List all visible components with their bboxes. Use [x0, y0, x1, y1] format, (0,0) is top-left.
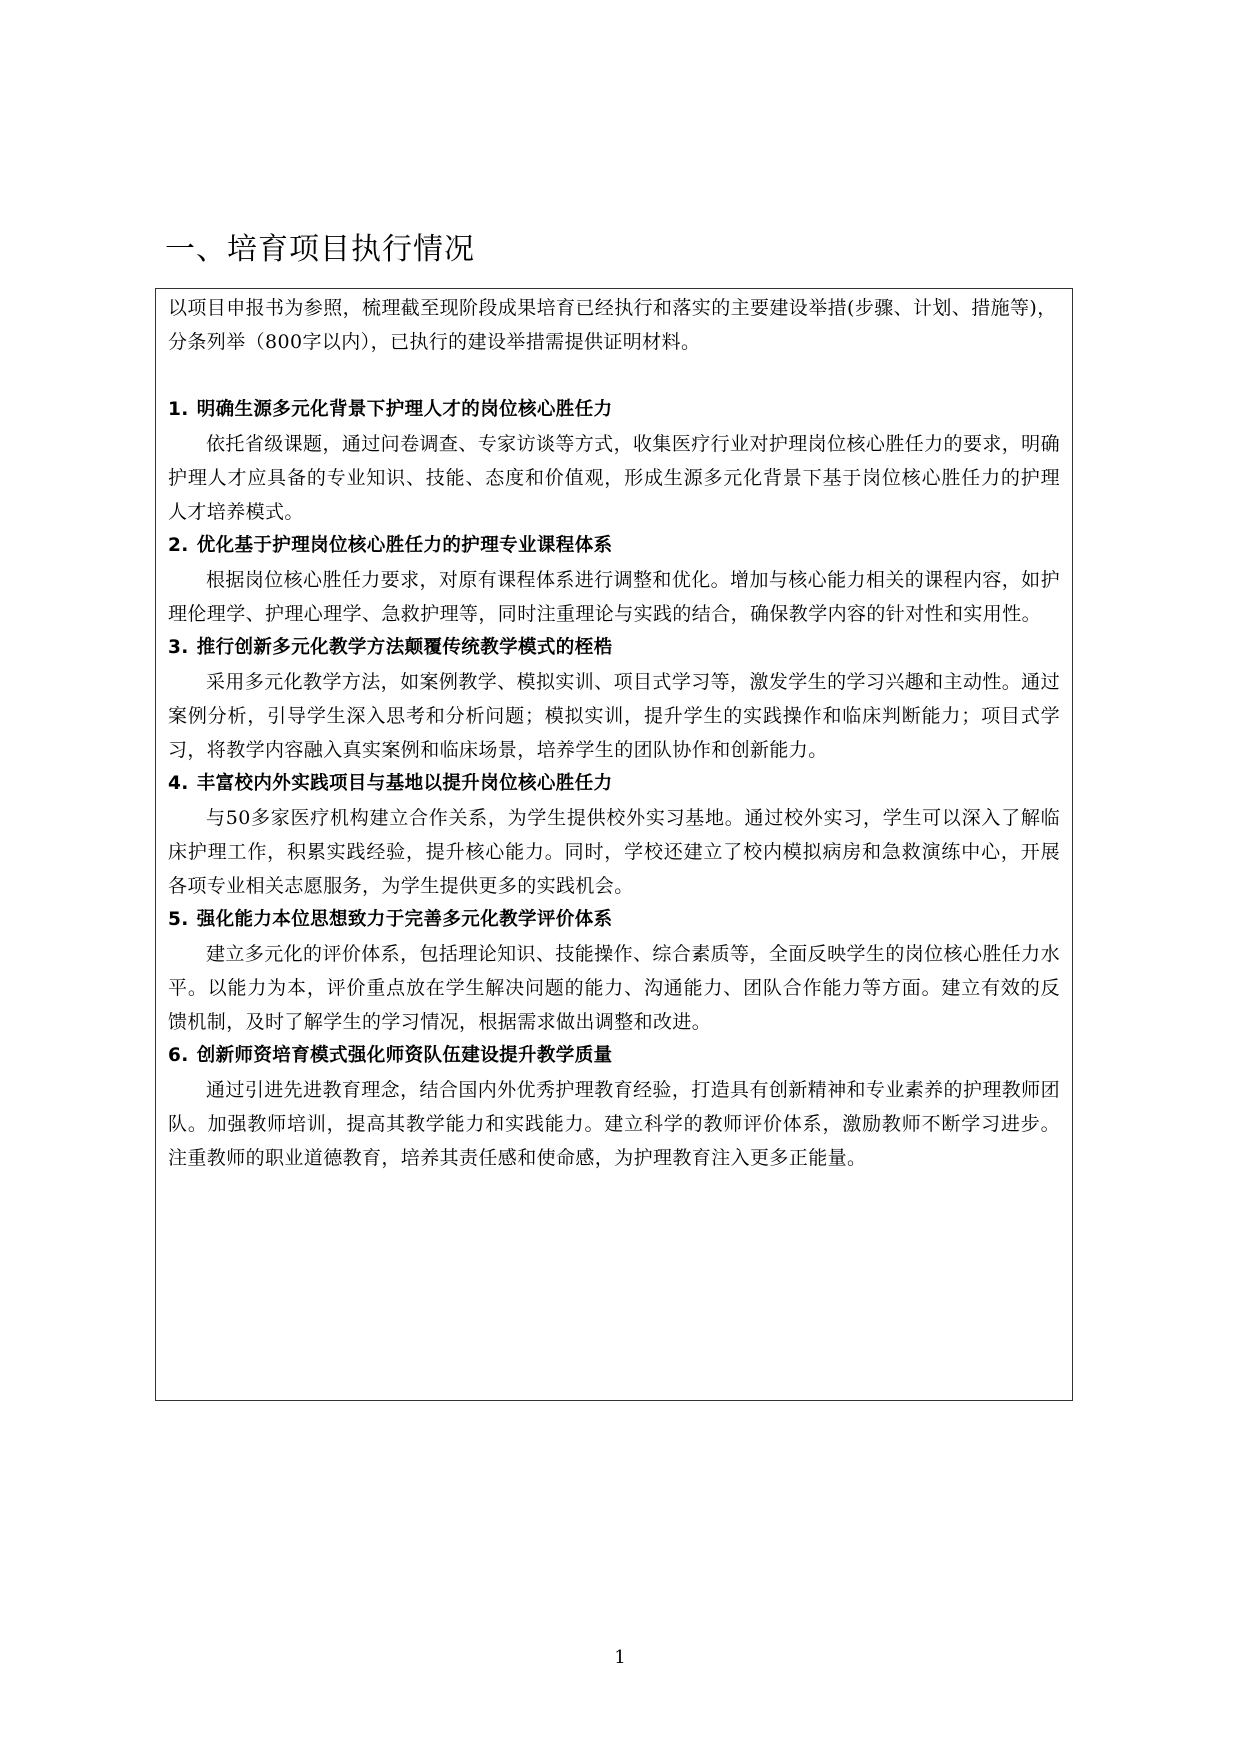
section-number: 1.: [168, 399, 189, 420]
blank-line: [168, 359, 1060, 393]
section-5: [168, 903, 1060, 1039]
section-number: 4.: [168, 773, 189, 794]
form-content: [168, 291, 1060, 1175]
section-6: [168, 1039, 1060, 1175]
section-heading: 丰富校内外实践项目与基地以提升岗位核心胜任力: [196, 773, 613, 794]
section-title: [168, 631, 1060, 665]
page-number: 1: [614, 1647, 626, 1668]
page-title: 一、培育项目执行情况: [165, 232, 475, 267]
section-number: 5.: [168, 909, 189, 930]
section-number: 3.: [168, 637, 189, 658]
section-2: [168, 529, 1060, 631]
section-title: [168, 1039, 1060, 1073]
section-heading: 推行创新多元化教学方法颠覆传统教学模式的桎梏: [196, 637, 613, 658]
section-number: 2.: [168, 535, 189, 556]
execution-form-box: [155, 288, 1073, 1401]
section-number: 6.: [168, 1045, 189, 1066]
section-4: [168, 767, 1060, 903]
section-1: [168, 393, 1060, 529]
section-body: 通过引进先进教育理念，结合国内外优秀护理教育经验，打造具有创新精神和专业素养的护理教师团队。加强教师培训，提高其教学能力和实践能力。建立科学的教师评价体系，激励教师不断学习进步。注重教师的职业道德教育，培养其责任感和使命感，为护理教育注入更多正能量。: [168, 1079, 1060, 1169]
section-body: 依托省级课题，通过问卷调查、专家访谈等方式，收集医疗行业对护理岗位核心胜任力的要求，明确护理人才应具备的专业知识、技能、态度和价值观，形成生源多元化背景下基于岗位核心胜任力的护理人才培养模式。: [168, 433, 1060, 523]
section-heading: 强化能力本位思想致力于完善多元化教学评价体系: [196, 909, 613, 930]
section-title: [168, 393, 1060, 427]
section-title: [168, 767, 1060, 801]
section-heading: 优化基于护理岗位核心胜任力的护理专业课程体系: [196, 535, 613, 556]
section-3: [168, 631, 1060, 767]
section-heading: 创新师资培育模式强化师资队伍建设提升教学质量: [196, 1045, 613, 1066]
section-heading: 明确生源多元化背景下护理人才的岗位核心胜任力: [196, 399, 613, 420]
section-body: 根据岗位核心胜任力要求，对原有课程体系进行调整和优化。增加与核心能力相关的课程内容，如护理伦理学、护理心理学、急救护理等，同时注重理论与实践的结合，确保教学内容的针对性和实用性。: [168, 569, 1060, 625]
section-title: [168, 903, 1060, 937]
section-body: 采用多元化教学方法，如案例教学、模拟实训、项目式学习等，激发学生的学习兴趣和主动性。通过案例分析，引导学生深入思考和分析问题；模拟实训，提升学生的实践操作和临床判断能力；项目式学习，将教学内容融入真实案例和临床场景，培养学生的团队协作和创新能力。: [168, 671, 1060, 761]
section-body: 建立多元化的评价体系，包括理论知识、技能操作、综合素质等，全面反映学生的岗位核心胜任力水平。以能力为本，评价重点放在学生解决问题的能力、沟通能力、团队合作能力等方面。建立有效的反馈机制，及时了解学生的学习情况，根据需求做出调整和改进。: [168, 943, 1060, 1033]
section-title: [168, 529, 1060, 563]
instruction-text: 以项目申报书为参照，梳理截至现阶段成果培育已经执行和落实的主要建设举措(步骤、计划、措施等)，分条列举（800字以内），已执行的建设举措需提供证明材料。: [168, 297, 1057, 353]
section-body: 与50多家医疗机构建立合作关系，为学生提供校外实习基地。通过校外实习，学生可以深入了解临床护理工作，积累实践经验，提升核心能力。同时，学校还建立了校内模拟病房和急救演练中心，开展各项专业相关志愿服务，为学生提供更多的实践机会。: [168, 807, 1060, 897]
